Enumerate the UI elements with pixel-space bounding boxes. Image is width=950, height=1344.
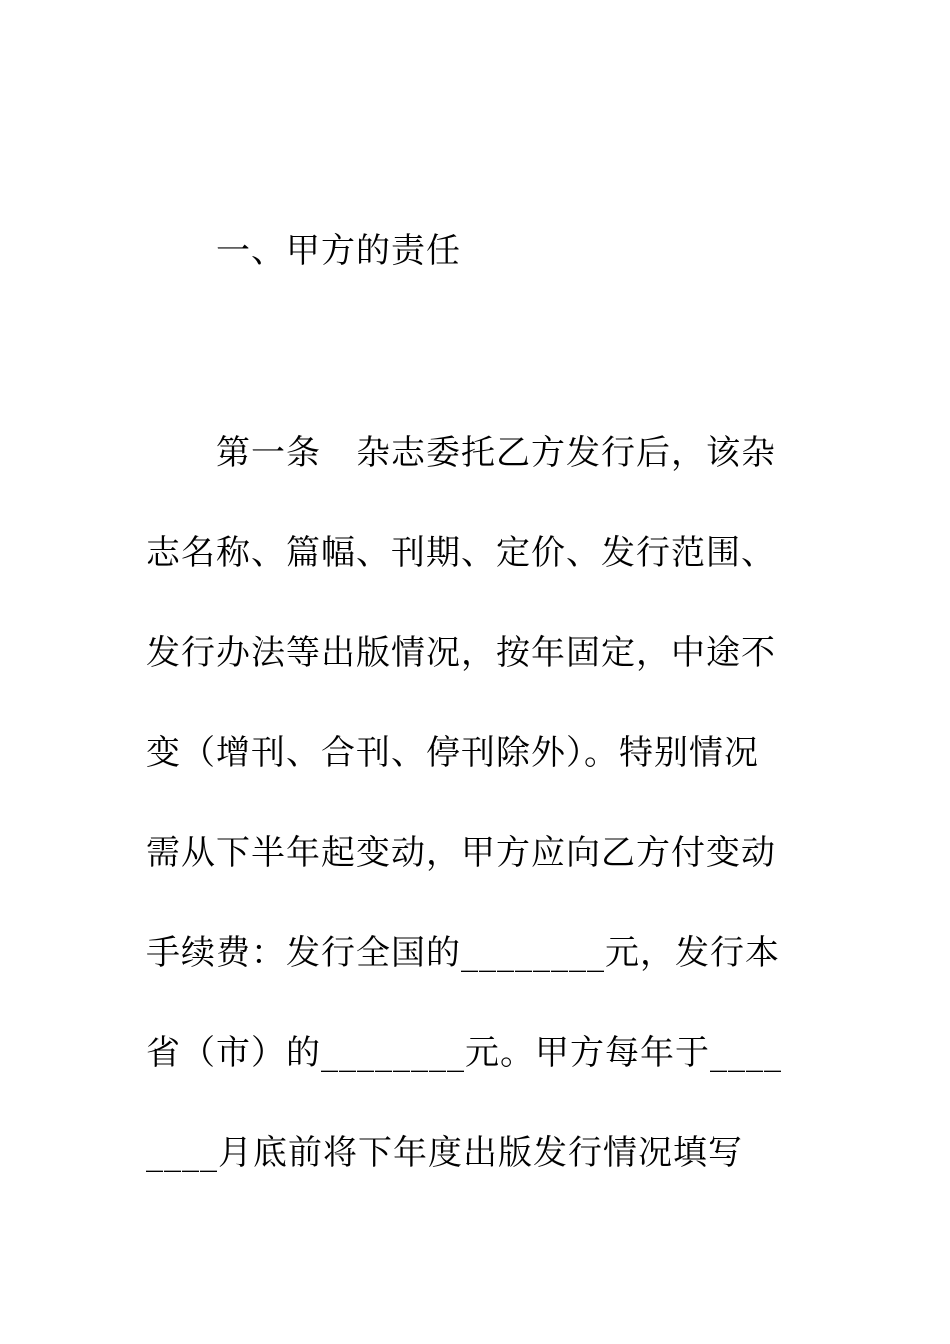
paragraph-line: 发行办法等出版情况，按年固定，中途不	[146, 633, 776, 673]
section-heading: 一、甲方的责任	[216, 231, 461, 271]
paragraph-line: 需从下半年起变动，甲方应向乙方付变动	[146, 833, 776, 873]
paragraph-line: 志名称、篇幅、刊期、定价、发行范围、	[146, 533, 776, 573]
paragraph-line: 变（增刊、合刊、停刊除外）。特别情况	[146, 733, 759, 773]
paragraph-line: ____月底前将下年度出版发行情况填写	[146, 1133, 743, 1173]
paragraph-line: 手续费：发行全国的________元，发行本	[146, 933, 780, 973]
paragraph-line: 省（市）的________元。甲方每年于____	[146, 1033, 782, 1073]
paragraph-line: 第一条 杂志委托乙方发行后，该杂	[216, 433, 776, 473]
